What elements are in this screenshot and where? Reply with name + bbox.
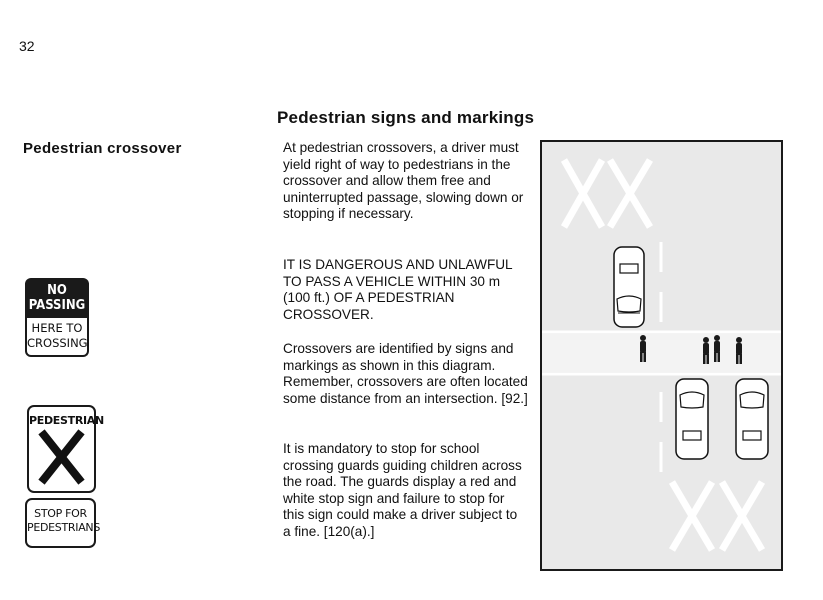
paragraph-yield: At pedestrian crossovers, a driver must yield right of way to pedestrians in the crossover and allow them free and uninterrupted passage, slowing down or stopping if necessary. — [283, 140, 524, 221]
paragraph-crossover-identification: Crossovers are identified by signs and markings as shown in this diagram. Remember, crossovers are often located some distance from an intersection. [92.] — [283, 341, 528, 406]
no-passing-sign-line3: HERE TO — [31, 321, 83, 335]
stop-sign-line2: PEDESTRIANS — [27, 521, 101, 534]
car-stopped-bottom-right — [736, 379, 768, 459]
car-stopped-top — [614, 247, 644, 327]
pedestrian-sign-label: PEDESTRIAN — [29, 414, 104, 427]
pedestrian-sign — [27, 405, 104, 493]
no-passing-sign — [25, 278, 89, 357]
car-stopped-bottom-left — [676, 379, 708, 459]
pedestrian-x-icon — [29, 427, 94, 487]
crossover-diagram-drawing — [542, 142, 781, 569]
no-passing-sign-line1: NO — [47, 283, 67, 298]
no-passing-sign-line4: CROSSING — [27, 336, 88, 350]
paragraph-crossing-guards: It is mandatory to stop for school crossing guards guiding children across the road. The guards display a red and white stop sign and failure to stop for this sign could make a driver subject to a fine. [120(a).] — [283, 441, 522, 539]
section-title: Pedestrian signs and markings — [277, 108, 535, 127]
page-number: 32 — [19, 38, 35, 54]
stop-sign-line1: STOP FOR — [34, 507, 87, 520]
paragraph-passing-warning: IT IS DANGEROUS AND UNLAWFUL TO PASS A VEHICLE WITHIN 30 m (100 ft.) OF A PEDESTRIAN CROSSOVER. — [283, 257, 513, 322]
no-passing-sign-line2: PASSING — [28, 298, 86, 313]
stop-for-pedestrians-sign — [25, 498, 101, 548]
crossover-diagram — [540, 140, 783, 571]
side-heading: Pedestrian crossover — [23, 140, 182, 157]
